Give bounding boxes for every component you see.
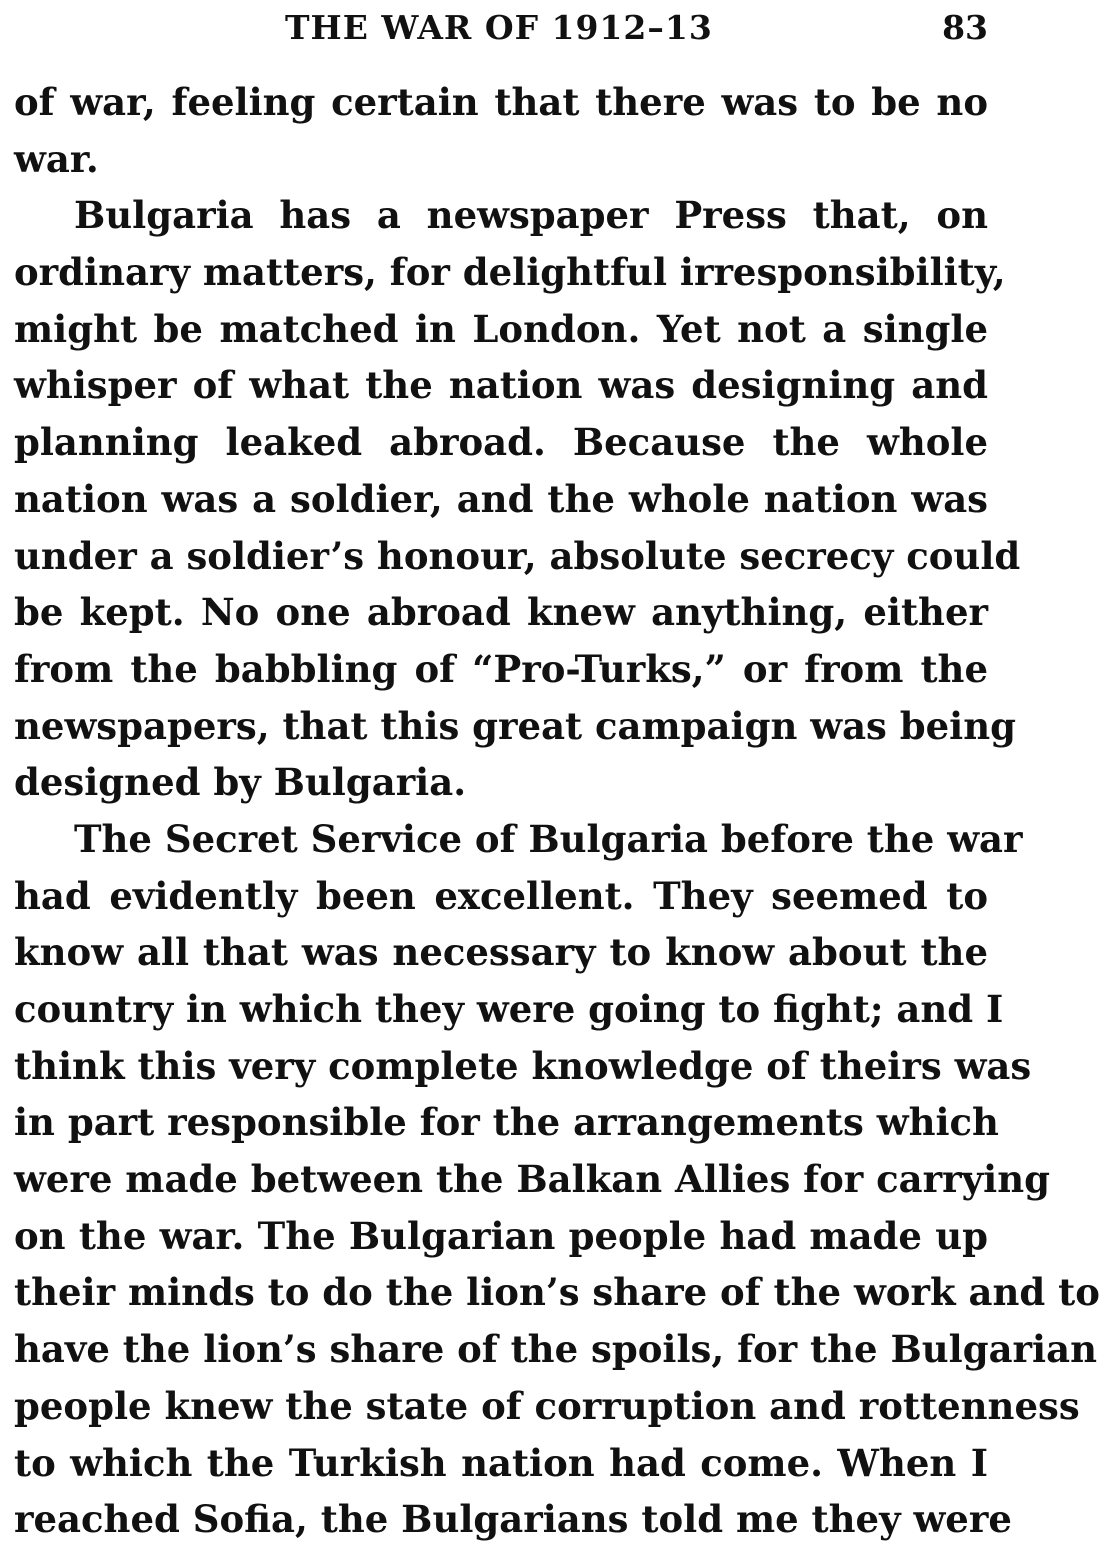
page-header [0,6,1000,50]
text-line: ordinary matters, for delightful irresponsibility, [14,250,1006,295]
text-line: people knew the state of corruption and rottenness [14,1383,1080,1428]
text-line: newspapers, that this great campaign was being [14,703,1016,748]
text-line: to which the Turkish nation had come. When I [14,1440,988,1485]
text-line: nation was a soldier, and the whole nation was [14,476,988,521]
text-line: their minds to do the lion’s share of the work and to [14,1270,1100,1315]
text-line: whisper of what the nation was designing and [14,363,988,408]
text-line: in part responsible for the arrangements which [14,1100,999,1145]
text-line: country in which they were going to fight; and I [14,987,1004,1031]
text-line: think this very complete knowledge of theirs was [14,1043,1032,1088]
text-line: might be matched in London. Yet not a single [14,306,988,351]
text-line: know all that was necessary to know about the [14,930,988,975]
text-line: be kept. No one abroad knew anything, either [14,590,988,635]
text-line: were made between the Balkan Allies for carrying [14,1157,1050,1202]
text-line: have the lion’s share of the spoils, for the Bulgarian [14,1327,1097,1372]
text-line: The Secret Service of Bulgaria before the war [74,816,1023,861]
text-line: war. [14,136,99,181]
text-line: on the war. The Bulgarian people had made up [14,1213,988,1258]
text-line: from the babbling of “Pro-Turks,” or from the [14,646,988,691]
text-line: designed by Bulgaria. [14,760,467,805]
page-number: 83 [942,8,988,47]
text-line: under a soldier’s honour, absolute secrecy could [14,533,1021,578]
text-line: of war, feeling certain that there was to be no [14,80,988,124]
text-line: Bulgaria has a newspaper Press that, on [74,193,988,238]
body-text [14,74,1100,1548]
text-line: reached Sofia, the Bulgarians told me they were [14,1497,1012,1542]
text-line: had evidently been excellent. They seemed to [14,873,988,918]
running-head: THE WAR OF 1912–13 [285,8,713,47]
text-line: planning leaked abroad. Because the whole [14,420,988,465]
